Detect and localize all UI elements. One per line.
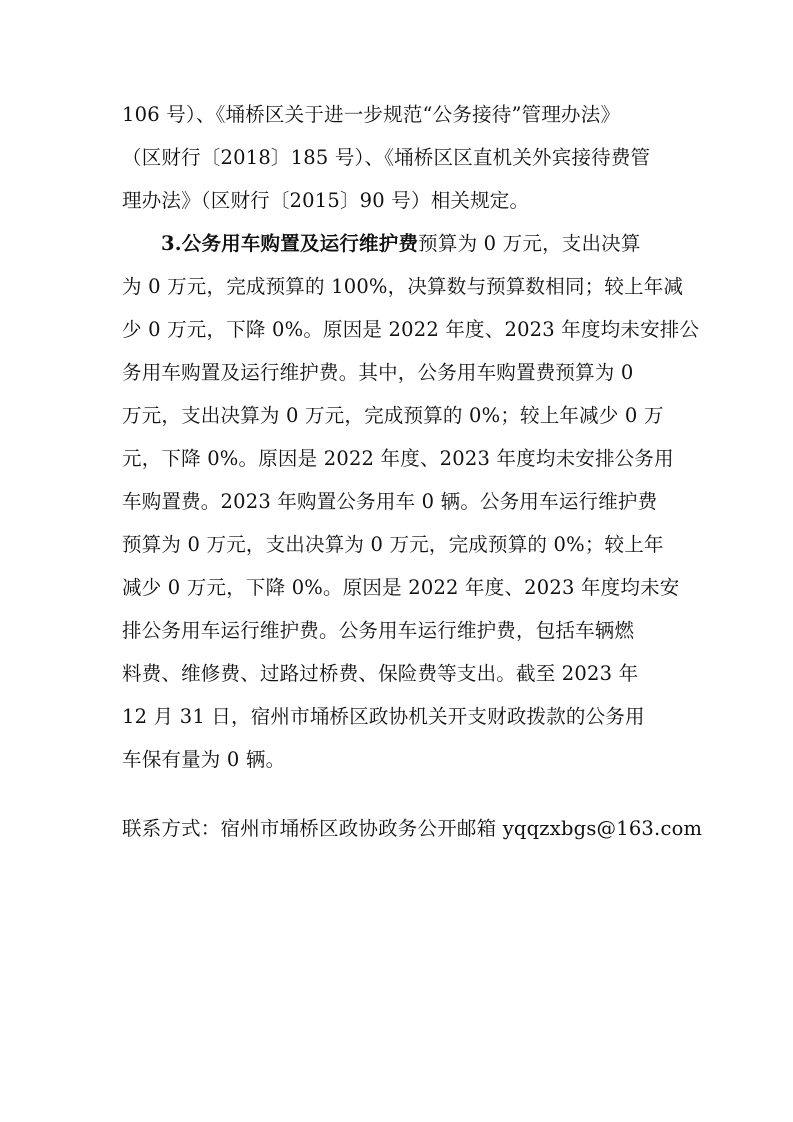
paragraph-line: 元，下降 0%。原因是 2022 年度、2023 年度均未安排公务用: [122, 447, 674, 470]
paragraph-line: 车购置费。2023 年购置公务用车 0 辆。公务用车运行维护费: [122, 490, 658, 513]
paragraph-line: 减少 0 万元，下降 0%。原因是 2022 年度、2023 年度均未安: [122, 576, 680, 599]
paragraph-line: 12 月 31 日，宿州市埇桥区政协机关开支财政拨款的公务用: [122, 705, 645, 728]
paragraph-line: 料费、维修费、过路过桥费、保险费等支出。截至 2023 年: [122, 662, 639, 685]
paragraph-line: 理办法》（区财行〔2015〕90 号）相关规定。: [122, 189, 530, 212]
paragraph-line: 务用车购置及运行维护费。其中，公务用车购置费预算为 0: [122, 361, 634, 384]
paragraph-line: 万元，支出决算为 0 万元，完成预算的 0%；较上年减少 0 万: [122, 404, 664, 427]
contact-info: 联系方式：宿州市埇桥区政协政务公开邮箱 yqqzxbgs@163.com: [122, 817, 703, 840]
paragraph-line: （区财行〔2018〕185 号）、《埇桥区区直机关外宾接待费管: [122, 146, 651, 169]
paragraph-line: 少 0 万元，下降 0%。原因是 2022 年度、2023 年度均未安排公: [122, 318, 700, 341]
paragraph-line: 车保有量为 0 辆。: [122, 748, 286, 771]
paragraph-line: 排公务用车运行维护费。公务用车运行维护费，包括车辆燃: [122, 619, 635, 642]
paragraph-line: 预算为 0 万元，支出决算为 0 万元，完成预算的 0%；较上年: [122, 533, 664, 556]
paragraph-line: 预算为 0 万元，支出决算: [418, 232, 641, 255]
section-paragraph-first-line: [161, 232, 641, 256]
paragraph-line: 为 0 万元，完成预算的 100%，决算数与预算数相同；较上年减: [122, 275, 684, 298]
paragraph-line: 106 号）、《埇桥区关于进一步规范“公务接待”管理办法》: [122, 103, 621, 126]
section-heading: 3.公务用车购置及运行维护费: [161, 232, 419, 255]
